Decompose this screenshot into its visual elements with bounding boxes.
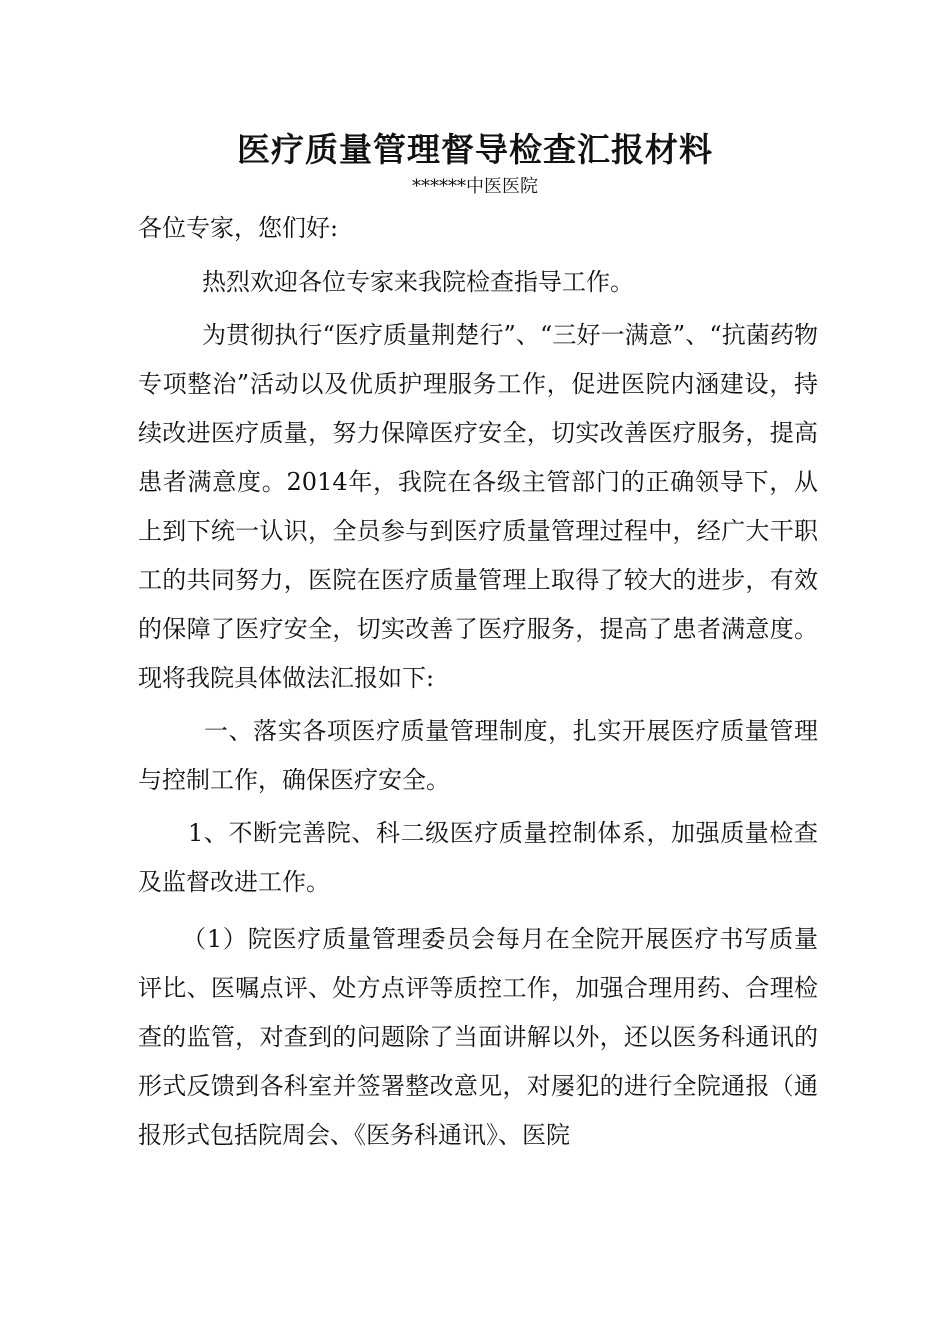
item-1-paragraph: 1、不断完善院、科二级医疗质量控制体系，加强质量检查及监督改进工作。 [138, 819, 818, 896]
item-1-1-paragraph: （1）院医疗质量管理委员会每月在全院开展医疗书写质量评比、医嘱点评、处方点评等质控工作，加强合理用药、合理检查的监管，对查到的问题除了当面讲解以外，还以医务科通讯的形式反馈到各科室并签署整改意见，对屡犯的进行全院通报（通报形式包括院周会、《医务科通讯》、医院 [138, 925, 818, 1149]
document-subtitle: ******中医医院 [412, 176, 538, 197]
greeting-line: 各位专家，您们好: [138, 214, 339, 242]
welcome-paragraph: 热烈欢迎各位专家来我院检查指导工作。 [202, 268, 634, 296]
intro-paragraph: 为贯彻执行“医疗质量荆楚行”、“三好一满意”、“抗菌药物专项整治”活动以及优质护理服务工作，促进医院内涵建设，持续改进医疗质量，努力保障医疗安全，切实改善医疗服务，提高患者满意度。2014年，我院在各级主管部门的正确领导下，从上到下统一认识，全员参与到医疗质量管理过程中，经广大干职工的共同努力，医院在医疗质量管理上取得了较大的进步，有效的保障了医疗安全，切实改善了医疗服务，提高了患者满意度。现将我院具体做法汇报如下: [138, 321, 818, 692]
section-heading-1: 一、落实各项医疗质量管理制度，扎实开展医疗质量管理与控制工作，确保医疗安全。 [138, 717, 818, 794]
document-title: 医疗质量管理督导检查汇报材料 [237, 130, 713, 169]
document-body [138, 204, 818, 1160]
